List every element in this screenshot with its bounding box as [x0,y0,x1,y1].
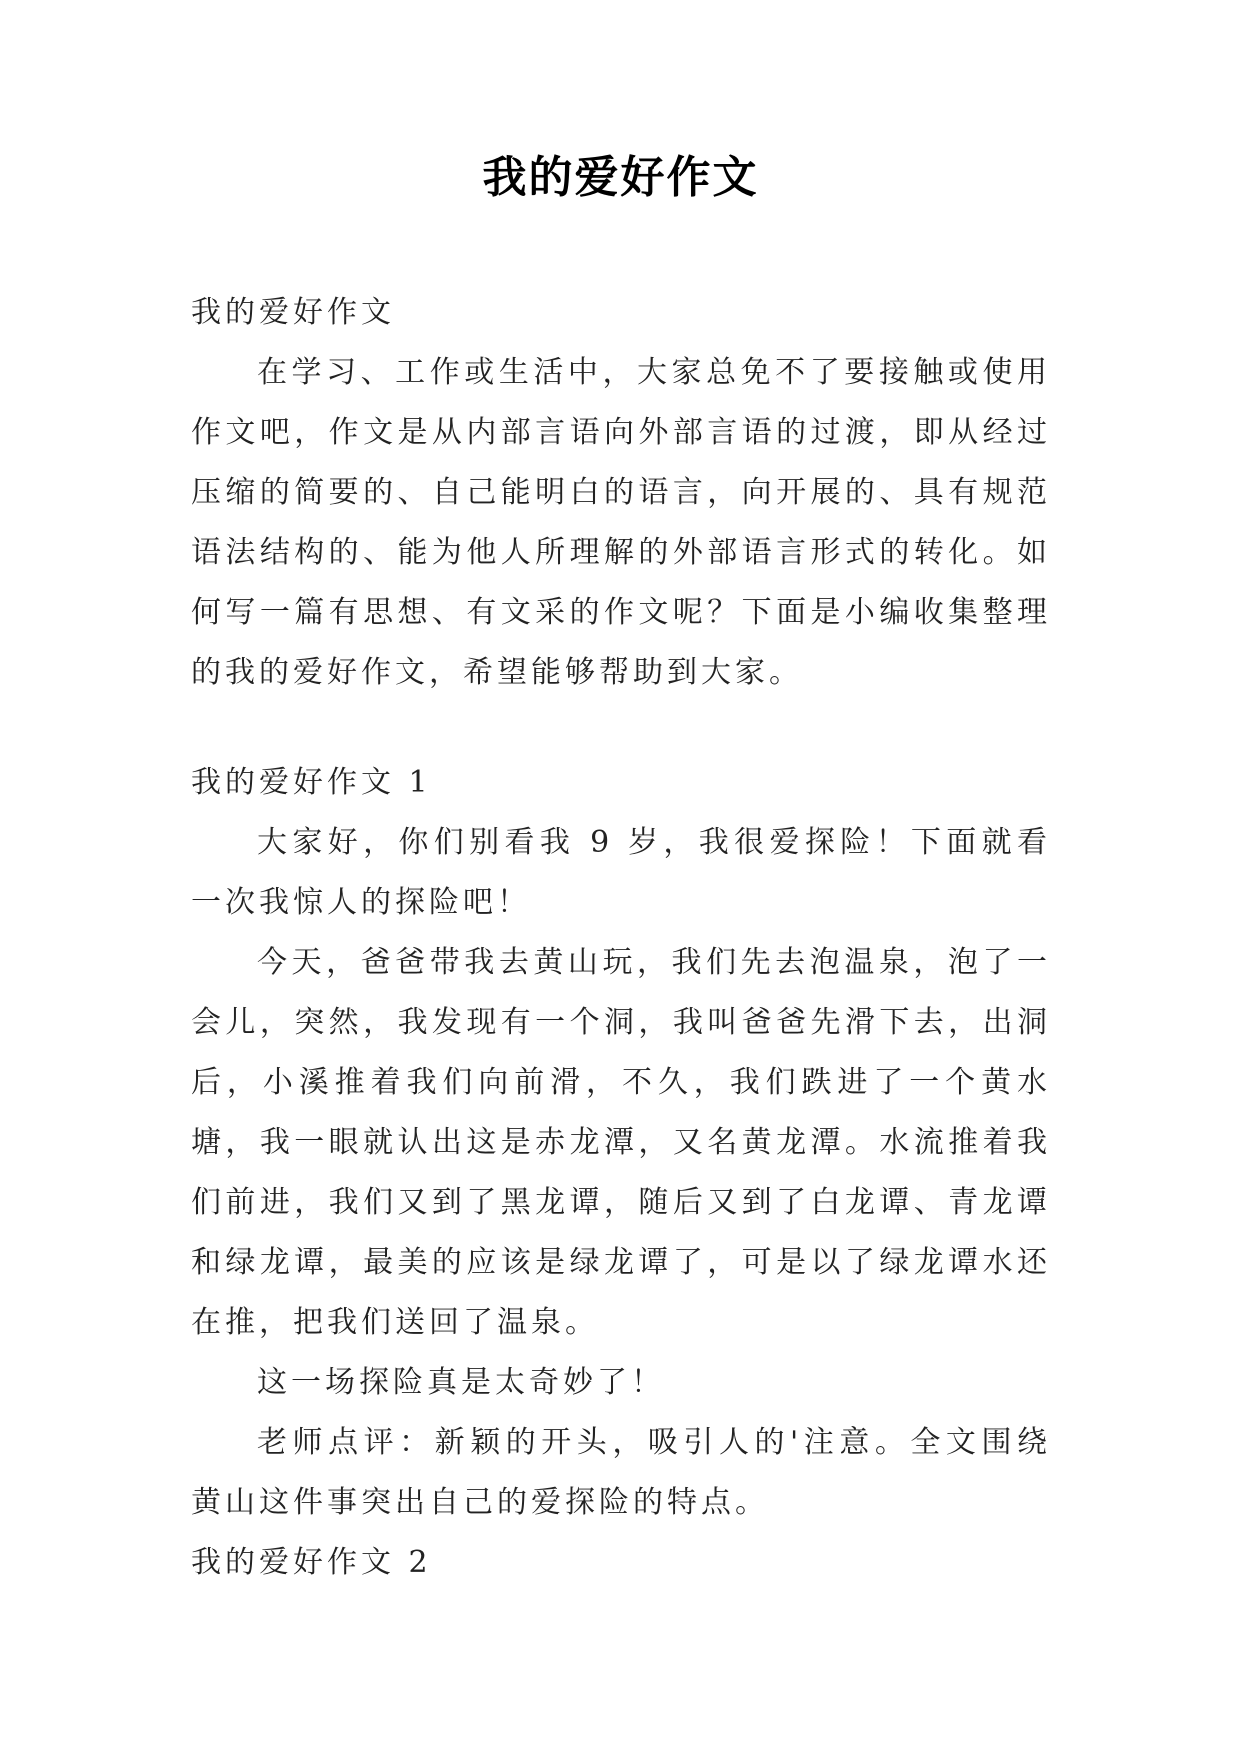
essay-1-paragraph-3: 这一场探险真是太奇妙了！ [257,1365,665,1400]
essay-1-teacher-comment: 老师点评：新颖的开头，吸引人的'注意。全文围绕黄山这件事突出自己的爱探险的特点。 [191,1425,1051,1520]
essay-2-heading: 我的爱好作文 2 [191,1545,432,1580]
document-title: 我的爱好作文 [482,152,759,203]
document-body [191,283,1051,1593]
essay-1-heading: 我的爱好作文 1 [191,765,432,800]
intro-paragraph: 在学习、工作或生活中，大家总免不了要接触或使用作文吧，作文是从内部言语向外部言语的过渡，即从经过压缩的简要的、自己能明白的语言，向开展的、具有规范语法结构的、能为他人所理解的外部语言形式的转化。如何写一篇有思想、有文采的作文呢？下面是小编收集整理的我的爱好作文，希望能够帮助到大家。 [191,355,1051,690]
essay-1-paragraph-1: 大家好，你们别看我 9 岁，我很爱探险！下面就看一次我惊人的探险吧！ [191,825,1051,920]
essay-1-paragraph-2: 今天，爸爸带我去黄山玩，我们先去泡温泉，泡了一会儿，突然，我发现有一个洞，我叫爸爸先滑下去，出洞后，小溪推着我们向前滑，不久，我们跌进了一个黄水塘，我一眼就认出这是赤龙潭，又名黄龙潭。水流推着我们前进，我们又到了黑龙谭，随后又到了白龙谭、青龙谭和绿龙谭，最美的应该是绿龙谭了，可是以了绿龙谭水还在推，把我们送回了温泉。 [191,945,1051,1340]
intro-heading: 我的爱好作文 [191,295,395,330]
